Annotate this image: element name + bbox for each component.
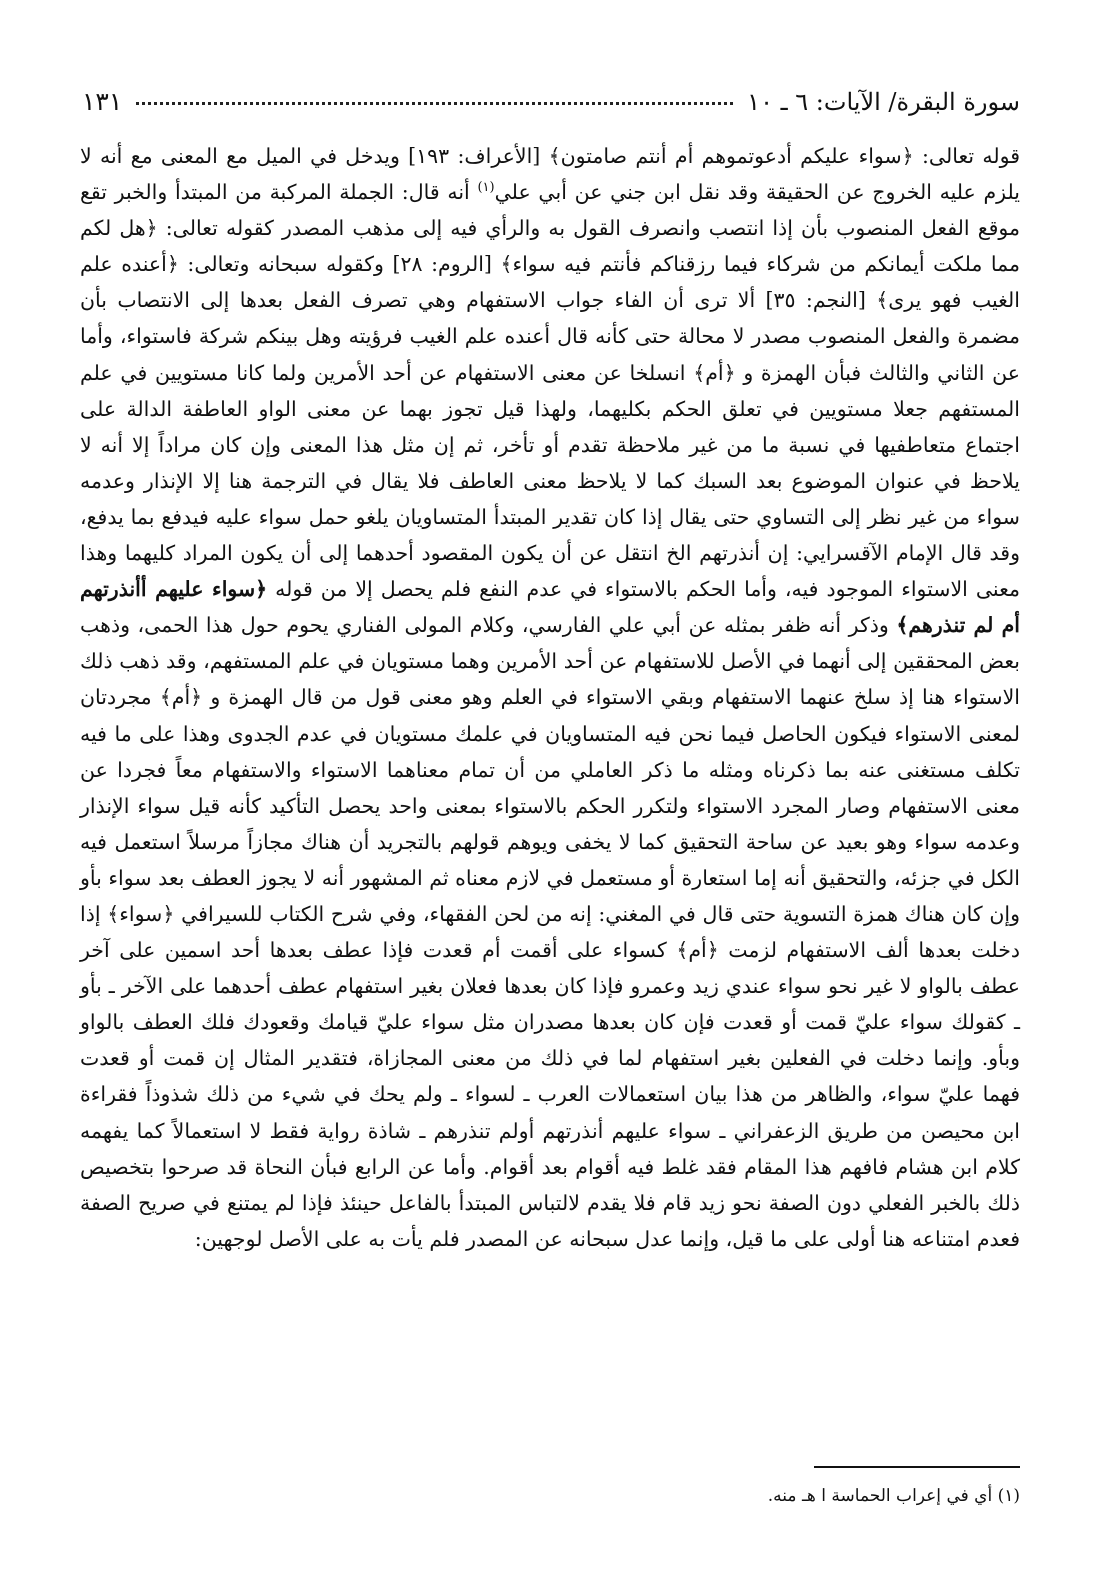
surah-title: سورة البقرة/ الآيات: ٦ ـ ١٠ <box>747 88 1020 116</box>
text-run: أنه قال: الجملة المركبة من المبتدأ والخبر تقع موقع الفعل المنصوب بأن إذا انتصب وانصرف القول به والرأي فيه إلى مذهب المصدر كقوله تعالى: ﴿هل لكم مما ملكت أيمانكم من شركاء فيما رزقناكم فأنتم فيه سواء﴾ [الروم: ٢٨] وكقوله سبحانه وتعالى: ﴿أعنده علم الغيب فهو يرى﴾ [النجم: ٣٥] ألا ترى أن الفاء جواب الاستفهام وهي تصرف الفعل بعدها إلى الانتصاب بأن مضمرة والفعل المنصوب مصدر لا محالة حتى كأنه قال أعنده علم الغيب فرؤيته وهل بينكم شركة فاستواء، وأما عن الثاني والثالث فبأن الهمزة و ﴿أم﴾ انسلخا عن معنى الاستفهام عن أحد الأمرين ولما كانا مستويين في علم المستفهم جعلا مستويين في تعلق الحكم بكليهما، ولهذا قيل تجوز بهما عن معنى الواو العاطفة الدالة على اجتماع متعاطفيها في نسبة ما من غير ملاحظة تقدم أو تأخر، ثم إن مثل هذا المعنى وإن كان مراداً إلا أنه لا يلاحظ في عنوان الموضوع بعد السبك كما لا يلاحظ معنى العاطف فلا يقال في الترجمة هنا إلا الإنذار وعدمه سواء من غير نظر إلى التساوي حتى يقال إذا كان تقدير المبتدأ المتساويان يلغو حمل سواء عليه فيدفع بما يدفع، وقد قال الإمام الآقسرايي: إن أنذرتهم الخ انتقل عن أن يكون المقصود أحدهما إلى أن يكون المراد كليهما وهذا معنى الاستواء الموجود فيه، وأما الحكم بالاستواء في عدم النفع فلم يحصل إلا من قوله <box>80 180 1020 602</box>
footnote-reference: (١) <box>477 180 495 196</box>
footnote-divider <box>814 1466 1020 1468</box>
running-header <box>82 78 1020 118</box>
paragraph <box>80 138 1020 1257</box>
footnote-text: أي في إعراب الحماسة ا هـ منه. <box>767 1486 993 1506</box>
text-run: قوله تعالى: ﴿سواء عليكم أدعوتموهم أم أنتم صامتون﴾ [الأعراف: ١٩٣] ويدخل في الميل مع المعنى مع أنه لا يلزم عليه الخروج عن الحقيقة وقد نقل ابن جني عن أبي علي <box>80 144 1020 205</box>
header-dot-leader <box>136 92 733 105</box>
footnote-marker: (١) <box>997 1486 1020 1506</box>
main-text <box>80 138 1020 1257</box>
text-run: وذكر أنه ظفر بمثله عن أبي علي الفارسي، وكلام المولى الفناري يحوم حول هذا الحمى، وذهب بعض المحققين إلى أنهما في الأصل للاستفهام عن أحد الأمرين وهما مستويان في علم المستفهم، وقد ذهب ذلك الاستواء هنا إذ سلخ عنهما الاستفهام وبقي الاستواء في العلم وهو معنى قول من قال الهمزة و ﴿أم﴾ مجردتان لمعنى الاستواء فيكون الحاصل فيما نحن فيه المتساويان في علمك مستويان في عدم الجدوى وهذا على ما فيه تكلف مستغنى عنه بما ذكرناه ومثله ما ذكر العاملي من أن تمام معناهما الاستواء والاستفهام معاً فجردا عن معنى الاستفهام وصار المجرد الاستواء ولتكرر الحكم بالاستواء بمعنى واحد يحصل التأكيد كأنه قيل سواء الإنذار وعدمه سواء وهو بعيد عن ساحة التحقيق كما لا يخفى ويوهم قولهم بالتجريد أن هناك مجازاً مرسلاً استعمل فيه الكل في جزئه، والتحقيق أنه إما استعارة أو مستعمل في لازم معناه ثم المشهور أنه لا يجوز العطف بعد سواء بأو وإن كان هناك همزة التسوية حتى قال في المغني: إنه من لحن الفقهاء، وفي شرح الكتاب للسيرافي ﴿سواء﴾ إذا دخلت بعدها ألف الاستفهام لزمت ﴿أم﴾ كسواء على أقمت أم قعدت فإذا عطف بعدها أحد اسمين على آخر عطف بالواو لا غير نحو سواء عندي زيد وعمرو فإذا كان بعدها فعلان بغير استفهام عطف أحدهما على الآخر ـ بأو ـ كقولك سواء عليّ قمت أو قعدت فإن كان بعدها مصدران مثل سواء عليّ قيامك وقعودك فلك العطف بالواو وبأو. وإنما دخلت في الفعلين بغير استفهام لما في ذلك من معنى المجازاة، فتقدير المثال إن قمت أو قعدت فهما عليّ سواء، والظاهر من هذا بيان استعمالات العرب ـ لسواء ـ ولم يحك في شيء من ذلك شذوذاً فقراءة ابن محيصن من طريق الزعفراني ـ سواء عليهم أنذرتهم أولم تنذرهم ـ شاذة رواية فقط لا استعمالاً كما يفهمه كلام ابن هشام فافهم هذا المقام فقد غلط فيه أقوام بعد أقوام. وأما عن الرابع فبأن النحاة قد صرحوا بتخصيص ذلك بالخبر الفعلي دون الصفة نحو زيد قام فلا يقدم لالتباس المبتدأ بالفاعل حينئذ فإذا لم يمتنع في صريح الصفة فعدم امتناعه هنا أولى على ما قيل، وإنما عدل سبحانه عن المصدر فلم يأت به على الأصل لوجهين: <box>80 613 1020 1251</box>
quran-quote: ﴿سواء عليهم أأنذرتهم أم لم تنذرهم﴾ <box>80 577 1020 638</box>
footnote <box>82 1482 1020 1510</box>
page-number: ١٣١ <box>82 87 123 116</box>
